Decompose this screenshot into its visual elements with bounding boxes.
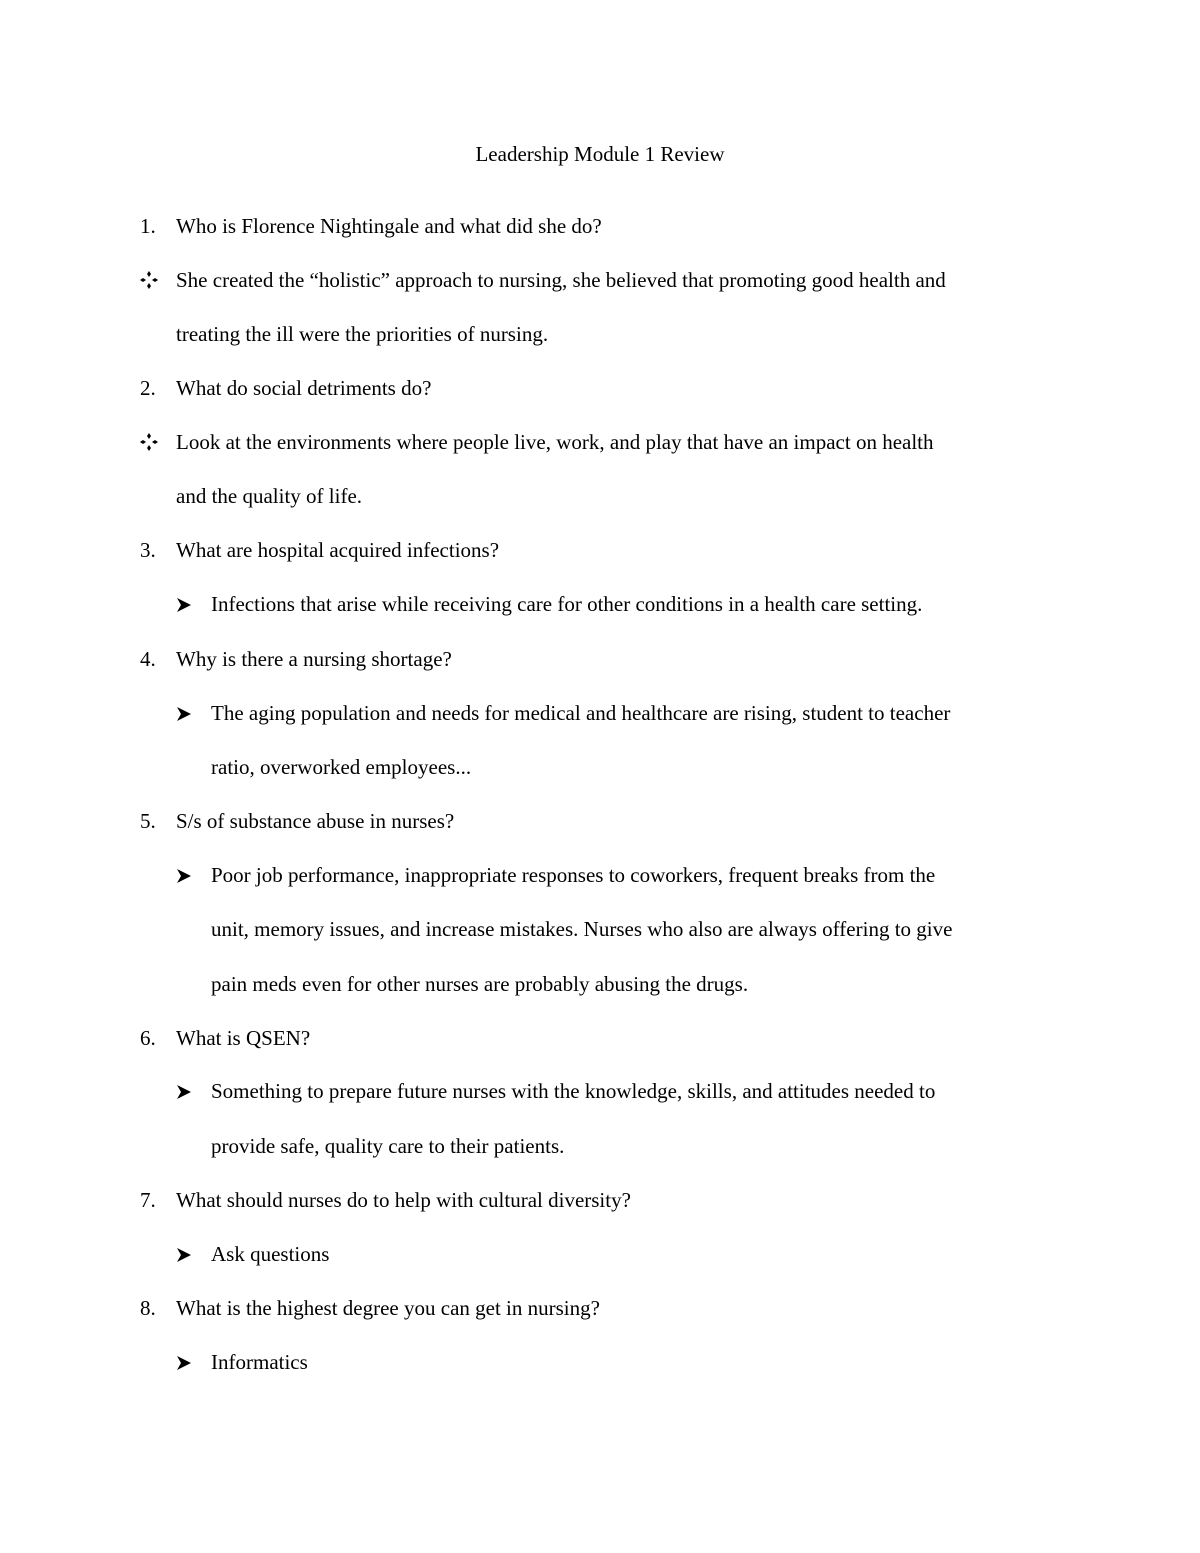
question-number: 2. — [140, 376, 156, 400]
answer-line: Ask questions — [211, 1242, 330, 1266]
answer-line: and the quality of life. — [176, 484, 363, 508]
question-text: What are hospital acquired infections? — [176, 538, 500, 562]
question-number: 5. — [140, 809, 156, 833]
question-text: Who is Florence Nightingale and what did she do? — [176, 214, 602, 238]
question-number: 1. — [140, 214, 156, 238]
arrowhead-bullet-icon — [176, 861, 192, 889]
question-text: S/s of substance abuse in nurses? — [176, 809, 455, 833]
answer-line: ratio, overworked employees... — [211, 755, 472, 779]
question-number: 4. — [140, 647, 156, 671]
question-number: 7. — [140, 1188, 156, 1212]
question-text: What should nurses do to help with cultural diversity? — [176, 1188, 631, 1212]
arrowhead-bullet-icon — [176, 1240, 192, 1268]
arrowhead-bullet-icon — [176, 699, 192, 727]
question-text: What do social detriments do? — [176, 376, 432, 400]
question-number: 6. — [140, 1026, 156, 1050]
question-number: 3. — [140, 538, 156, 562]
answer-line: treating the ill were the priorities of nursing. — [176, 322, 549, 346]
arrowhead-bullet-icon — [176, 1348, 192, 1376]
answer-line: She created the “holistic” approach to nursing, she believed that promoting good health and — [176, 268, 946, 292]
arrowhead-bullet-icon — [176, 590, 192, 618]
document-title: Leadership Module 1 Review — [475, 142, 725, 166]
answer-line: Infections that arise while receiving care for other conditions in a health care setting. — [211, 592, 923, 616]
question-text: What is QSEN? — [176, 1026, 311, 1050]
answer-line: The aging population and needs for medical and healthcare are rising, student to teacher — [211, 701, 951, 725]
answer-line: Poor job performance, inappropriate responses to coworkers, frequent breaks from the — [211, 863, 936, 887]
question-text: What is the highest degree you can get in nursing? — [176, 1296, 600, 1320]
answer-line: pain meds even for other nurses are probably abusing the drugs. — [211, 972, 749, 996]
arrowhead-bullet-icon — [176, 1077, 192, 1105]
question-text: Why is there a nursing shortage? — [176, 647, 452, 671]
answer-line: Something to prepare future nurses with the knowledge, skills, and attitudes needed to — [211, 1079, 936, 1103]
answer-line: Informatics — [211, 1350, 308, 1374]
answer-line: unit, memory issues, and increase mistakes. Nurses who also are always offering to give — [211, 917, 953, 941]
four-diamond-bullet-icon — [140, 266, 158, 294]
question-number: 8. — [140, 1296, 156, 1320]
four-diamond-bullet-icon — [140, 428, 158, 456]
answer-line: Look at the environments where people live, work, and play that have an impact on health — [176, 430, 934, 454]
answer-line: provide safe, quality care to their patients. — [211, 1134, 565, 1158]
